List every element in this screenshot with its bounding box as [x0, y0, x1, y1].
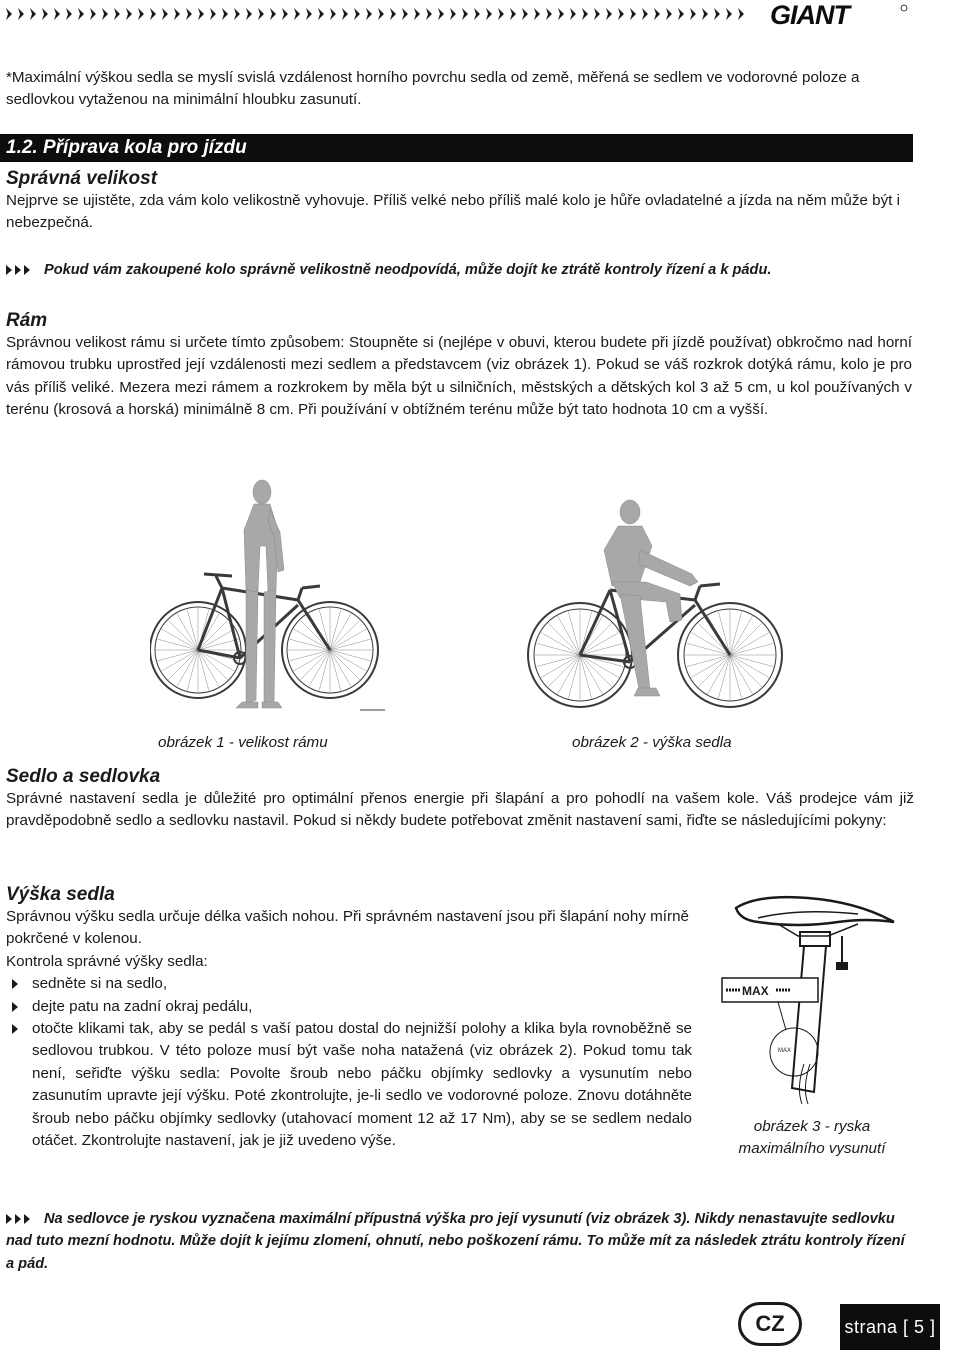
bike-standing-illustration [150, 470, 390, 720]
page-number: strana [ 5 ] [840, 1304, 940, 1350]
frame-section [6, 310, 912, 422]
height-heading: Výška sedla [6, 884, 115, 905]
list-item: otočte klikami tak, aby se pedál s vaší patou dostal do nejnižší polohy a klika byla rovnoběžně se sedlovou trubkou. V této poloze musí být vaše noha natažená (viz obrázek 2). Pokud tomu tak není, seřiďte výšku sedla: Povolte šroub nebo páčku objímky sedlovky a vysunutím nebo zasunutím upravte její výšku. Poté zkontrolujte, je-li sedlo ve vodorovné poloze. Znovu dotáhněte šroub nebo páčku objímky sedlovky (utahovací moment 12 až 17 Nm), aby se se sedlem nedalo otáčet. Zkontrolujte nastavení, jak je již uvedeno výše. [6, 1018, 692, 1152]
height-text2: Kontrola správné výšky sedla: [6, 952, 208, 970]
saddle-text: Správné nastavení sedla je důležité pro optimální přenos energie při šlapání a pro pohodlí na vašem kole. Váš prodejce vám již pravděpodobně sedlo a sedlovku nastavil. Pokud si někdy budete potřebovat změnit nastavení sami, řiďte se následujícími pokyny: [6, 790, 914, 830]
figure3-caption-line1: obrázek 3 - ryska [753, 1118, 871, 1135]
figure1-caption: obrázek 1 - velikost rámu [158, 734, 328, 751]
figure-seatpost [718, 888, 918, 1108]
height-text1: Správnou výšku sedla určuje délka vašich nohou. Při správném nastavení jsou při šlapání nohy mírně pokrčené v kolenou. [6, 908, 689, 948]
language-badge: CZ [738, 1302, 802, 1346]
chevron-pattern-icon [6, 6, 756, 22]
intro-note-block [6, 67, 914, 112]
max-label: MAX [742, 984, 769, 998]
final-warning-block [6, 1208, 914, 1275]
giant-logo [766, 0, 910, 28]
figure-frame-size [150, 470, 390, 720]
frame-heading: Rám [6, 310, 48, 331]
figure3-caption-line2: maximálního vysunutí [738, 1140, 886, 1157]
intro-note: *Maximální výškou sedla se myslí svislá vzdálenost horního povrchu sedla od země, měřená se sedlem ve vodorovné poloze a sedlovkou vytaženou na minimální hloubku zasunutí. [6, 69, 860, 109]
bike-riding-illustration [520, 490, 790, 720]
warning-arrows-icon [6, 259, 44, 281]
brand-wordmark: GIANT [770, 0, 849, 28]
final-warning: Na sedlovce je ryskou vyznačena maximální přípustná výška pro její vysunutí (viz obrázek 3). Nikdy nenastavujte sedlovku nad tuto mezní hodnotu. Může dojít k jejímu zlomení, ohnutí, nebo poškození rámu. To může mít za následek ztrátu kontroly řízení a pád. [6, 1211, 905, 1272]
frame-text: Správnou velikost rámu si určete tímto způsobem: Stoupněte si (nejlépe v obuvi, kterou budete při jízdě používat) obkročmo nad horní rámovou trubku uprostřed její vzdálenosti mezi sedlem a představcem (viz obrázek 1). Pokud se váš rozkrok dotýká rámu, kolo je pro vás příliš veliké. Mezera mezi rámem a rozkrokem by měla být u silničních, městských a dětských kol 3 až 5 cm, u kol používaných v terénu (krosová a horská) minimálně 8 cm. Při používání v obtížném terénu může být tato hodnota 10 cm a vyšší. [6, 334, 912, 419]
section-title: 1.2. Příprava kola pro jízdu [0, 134, 913, 162]
size-text: Nejprve se ujistěte, zda vám kolo velikostně vyhovuje. Příliš velké nebo příliš malé kolo je hůře ovladatelné a jízda na něm může být i nebezpečná. [6, 192, 900, 232]
header-chevron-band [6, 6, 756, 22]
bullet-arrow-icon [12, 1002, 18, 1012]
seatpost-max-illustration [718, 888, 918, 1108]
size-warning-row [6, 259, 914, 281]
height-steps-list [6, 973, 692, 1152]
bullet-arrow-icon [12, 979, 18, 989]
height-section [6, 884, 692, 1152]
saddle-section [6, 766, 914, 833]
size-warning: Pokud vám zakoupené kolo správně velikostně neodpovídá, může dojít ke ztrátě kontroly řízení a k pádu. [44, 262, 772, 278]
saddle-heading: Sedlo a sedlovka [6, 766, 161, 787]
bullet-arrow-icon [12, 1024, 18, 1034]
figure-saddle-height [520, 490, 790, 720]
size-section [6, 168, 914, 235]
size-heading: Správná velikost [6, 168, 158, 189]
max-label-small: MAX [778, 1048, 792, 1054]
list-item: sedněte si na sedlo, [6, 973, 692, 995]
list-item: dejte patu na zadní okraj pedálu, [6, 996, 692, 1018]
warning-arrows-icon [6, 1208, 44, 1230]
figure3-caption [718, 1116, 906, 1160]
figure2-caption: obrázek 2 - výška sedla [572, 734, 732, 751]
